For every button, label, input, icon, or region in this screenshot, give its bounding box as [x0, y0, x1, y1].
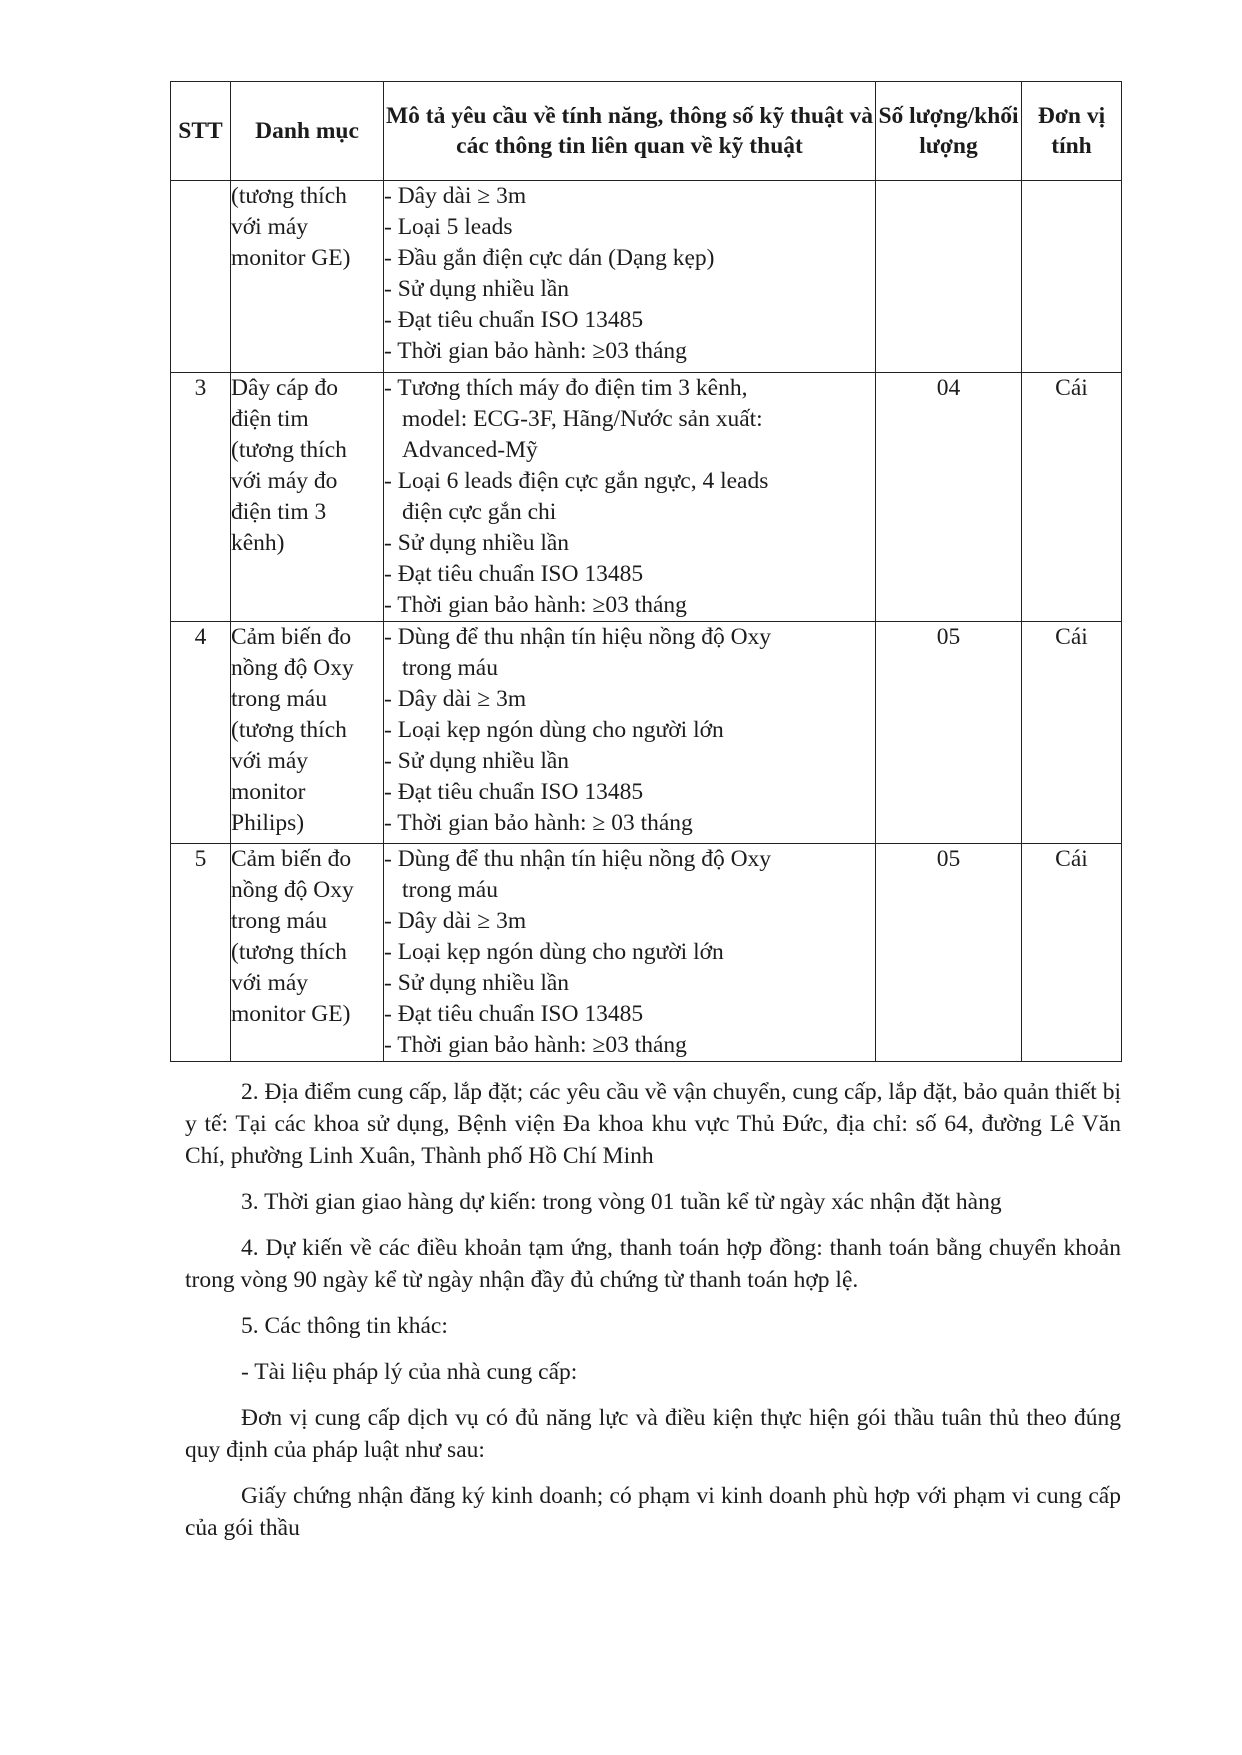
cell-quantity: 05 — [876, 844, 1022, 1062]
category-line: với máy — [231, 970, 309, 996]
paragraph: - Tài liệu pháp lý của nhà cung cấp: — [241, 1359, 578, 1385]
category-line: trong máu — [231, 908, 327, 934]
cell-unit: Cái — [1022, 622, 1122, 844]
category-line: monitor GE) — [231, 1001, 351, 1027]
category-line: (tương thích — [231, 437, 347, 463]
cell-description — [384, 181, 876, 373]
category-line: trong máu — [231, 686, 327, 712]
category-line: nồng độ Oxy — [231, 655, 354, 681]
description-line: - Đạt tiêu chuẩn ISO 13485 — [384, 561, 644, 587]
description-line: - Loại kẹp ngón dùng cho người lớn — [384, 939, 724, 965]
paragraph: 4. Dự kiến về các điều khoản tạm ứng, thanh toán hợp đồng: thanh toán bằng chuyển khoản trong vòng 90 ngày kể từ ngày nhận đầy đủ chứng từ thanh toán hợp lệ. — [185, 1235, 1121, 1293]
description-line: - Thời gian bảo hành: ≥ 03 tháng — [384, 810, 693, 836]
category-line: Dây cáp đo — [231, 375, 339, 401]
table-row — [171, 373, 1122, 622]
cell-quantity: 04 — [876, 373, 1022, 622]
description-line: trong máu — [402, 655, 498, 681]
cell-category — [231, 844, 384, 1062]
category-line: với máy — [231, 214, 309, 240]
cell-unit: Cái — [1022, 844, 1122, 1062]
table-header-row — [171, 82, 1122, 181]
description-line: - Thời gian bảo hành: ≥03 tháng — [384, 1032, 687, 1058]
description-line: - Sử dụng nhiều lần — [384, 276, 570, 302]
description-line: điện cực gắn chi — [402, 499, 557, 525]
category-line: với máy — [231, 748, 309, 774]
description-line: - Sử dụng nhiều lần — [384, 970, 570, 996]
spec-table — [170, 81, 1122, 1062]
table-row — [171, 181, 1122, 373]
cell-category — [231, 373, 384, 622]
header-stt: STT — [171, 82, 231, 181]
cell-stt: 4 — [171, 622, 231, 844]
cell-quantity — [876, 181, 1022, 373]
header-category: Danh mục — [231, 82, 384, 181]
description-line: - Loại kẹp ngón dùng cho người lớn — [384, 717, 724, 743]
header-unit: Đơn vị tính — [1022, 82, 1122, 181]
header-quantity: Số lượng/khối lượng — [876, 82, 1022, 181]
category-line: (tương thích — [231, 939, 347, 965]
category-line: điện tim 3 — [231, 499, 327, 525]
table-body — [171, 181, 1122, 1062]
description-line: - Đạt tiêu chuẩn ISO 13485 — [384, 779, 644, 805]
cell-stt: 5 — [171, 844, 231, 1062]
description-line: - Dùng để thu nhận tín hiệu nồng độ Oxy — [384, 846, 772, 872]
description-line: - Đạt tiêu chuẩn ISO 13485 — [384, 1001, 644, 1027]
category-line: (tương thích — [231, 717, 347, 743]
description-line: - Loại 6 leads điện cực gắn ngực, 4 leads — [384, 468, 769, 494]
cell-stt: 3 — [171, 373, 231, 622]
description-line: - Đạt tiêu chuẩn ISO 13485 — [384, 307, 644, 333]
description-line: Advanced-Mỹ — [402, 437, 538, 463]
category-line: monitor — [231, 779, 306, 805]
header-description: Mô tả yêu cầu về tính năng, thông số kỹ thuật và các thông tin liên quan về kỹ thuật — [384, 82, 876, 181]
table-row — [171, 622, 1122, 844]
cell-category — [231, 622, 384, 844]
body-text — [185, 1076, 1121, 1558]
cell-category — [231, 181, 384, 373]
description-line: - Thời gian bảo hành: ≥03 tháng — [384, 592, 687, 618]
description-line: - Dùng để thu nhận tín hiệu nồng độ Oxy — [384, 624, 772, 650]
description-line: - Tương thích máy đo điện tim 3 kênh, — [384, 375, 748, 401]
cell-description — [384, 844, 876, 1062]
cell-description — [384, 622, 876, 844]
cell-description — [384, 373, 876, 622]
paragraph: 5. Các thông tin khác: — [241, 1313, 448, 1339]
cell-unit: Cái — [1022, 373, 1122, 622]
cell-stt — [171, 181, 231, 373]
description-line: - Thời gian bảo hành: ≥03 tháng — [384, 338, 687, 364]
description-line: - Dây dài ≥ 3m — [384, 183, 527, 209]
paragraph: Giấy chứng nhận đăng ký kinh doanh; có phạm vi kinh doanh phù hợp với phạm vi cung cấp của gói thầu — [185, 1483, 1121, 1541]
category-line: Philips) — [231, 810, 305, 836]
description-line: model: ECG-3F, Hãng/Nước sản xuất: — [402, 406, 763, 432]
category-line: (tương thích — [231, 183, 347, 209]
description-line: trong máu — [402, 877, 498, 903]
category-line: monitor GE) — [231, 245, 351, 271]
description-line: - Sử dụng nhiều lần — [384, 530, 570, 556]
category-line: Cảm biến đo — [231, 846, 352, 872]
category-line: với máy đo — [231, 468, 338, 494]
paragraph: Đơn vị cung cấp dịch vụ có đủ năng lực và điều kiện thực hiện gói thầu tuân thủ theo đúng quy định của pháp luật như sau: — [185, 1405, 1121, 1463]
description-line: - Đầu gắn điện cực dán (Dạng kẹp) — [384, 245, 715, 271]
cell-quantity: 05 — [876, 622, 1022, 844]
description-line: - Loại 5 leads — [384, 214, 513, 240]
category-line: nồng độ Oxy — [231, 877, 354, 903]
table-row — [171, 844, 1122, 1062]
category-line: Cảm biến đo — [231, 624, 352, 650]
category-line: điện tim — [231, 406, 309, 432]
category-line: kênh) — [231, 530, 285, 556]
cell-unit — [1022, 181, 1122, 373]
description-line: - Dây dài ≥ 3m — [384, 686, 527, 712]
description-line: - Sử dụng nhiều lần — [384, 748, 570, 774]
description-line: - Dây dài ≥ 3m — [384, 908, 527, 934]
paragraph: 2. Địa điểm cung cấp, lắp đặt; các yêu cầu về vận chuyển, cung cấp, lắp đặt, bảo quản thiết bị y tế: Tại các khoa sử dụng, Bệnh viện Đa khoa khu vực Thủ Đức, địa chỉ: số 64, đường Lê Văn Chí, phường Linh Xuân, Thành phố Hồ Chí Minh — [185, 1079, 1121, 1169]
paragraph: 3. Thời gian giao hàng dự kiến: trong vòng 01 tuần kể từ ngày xác nhận đặt hàng — [241, 1189, 1002, 1215]
